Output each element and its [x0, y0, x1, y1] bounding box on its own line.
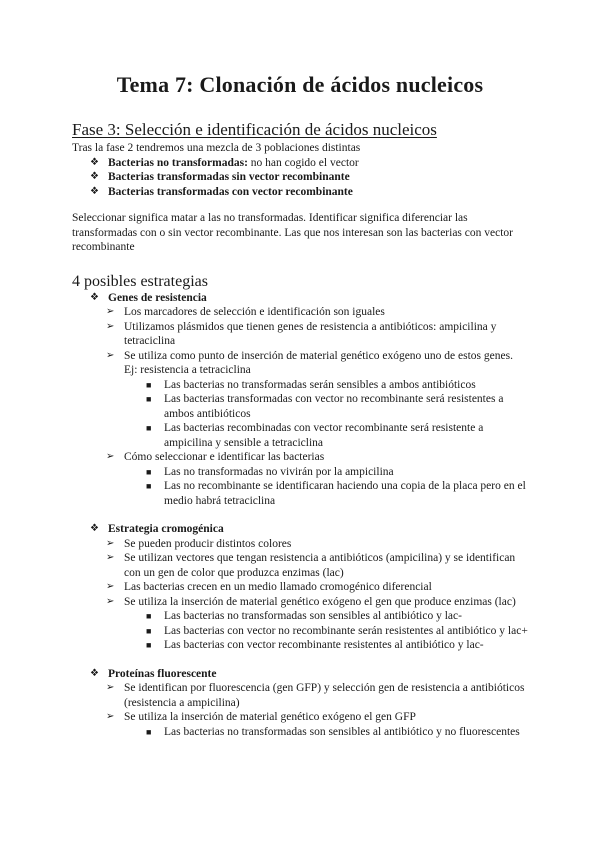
arrow-bullet-icon: ➢	[106, 552, 115, 563]
diamond-bullet-icon: ❖	[90, 171, 99, 182]
strategies-heading: 4 posibles estrategias	[72, 272, 208, 290]
sub-list-item	[144, 638, 528, 653]
population-item: ❖ Bacterias no transformadas: no han cogido el vector	[90, 156, 359, 169]
strategies-container	[72, 291, 528, 740]
strategy-title-item	[72, 291, 528, 306]
list-item-text: Se identifican por fluorescencia (gen GFP) y selección gen de resistencia a antibióticos (resistencia a ampicilina)	[124, 682, 525, 709]
strategy-title: Estrategia cromogénica	[108, 523, 224, 535]
list-item	[106, 349, 528, 451]
square-bullet-icon: ■	[146, 423, 152, 433]
diamond-bullet-icon: ❖	[90, 185, 99, 197]
phase-paragraph: Seleccionar significa matar a las no transformadas. Identificar significa diferenciar las transformadas con o sin vector recombinante. Las que nos interesan son las bacterias con vector recombinante	[72, 212, 513, 253]
sub-list-item-text: Las bacterias con vector recombinante resistentes al antibiótico y lac-	[164, 639, 484, 651]
square-bullet-icon: ■	[146, 640, 152, 650]
square-bullet-icon: ■	[146, 611, 152, 621]
diamond-bullet-icon: ❖	[90, 291, 99, 303]
list-item	[106, 537, 528, 552]
sub-list-item-text: Las bacterias no transformadas son sensibles al antibiótico y lac-	[164, 610, 462, 622]
strategy-section	[72, 522, 528, 653]
arrow-bullet-icon: ➢	[106, 320, 115, 332]
sub-list-item	[144, 392, 528, 421]
list-item	[106, 681, 528, 710]
population-item: ❖ Bacterias transformadas sin vector recombinante	[90, 171, 350, 183]
strategy-title-item	[72, 522, 528, 537]
sub-list-item-text: Las bacterias no transformadas serán sensibles a ambos antibióticos	[164, 378, 476, 391]
arrow-bullet-icon: ➢	[106, 349, 115, 361]
population-item: ❖ Bacterias transformadas con vector recombinante	[90, 185, 353, 198]
diamond-bullet-icon: ❖	[90, 667, 99, 679]
sub-list-item-text: Las bacterias recombinadas con vector recombinante será resistente a ampicilina y sensible a tetraciclina	[164, 422, 484, 449]
list-item	[106, 551, 528, 580]
list-item-text: Cómo seleccionar e identificar las bacterias	[124, 451, 325, 463]
square-bullet-icon: ■	[146, 726, 152, 737]
sub-list-item	[144, 624, 528, 639]
list-item-text: Las bacterias crecen en un medio llamado cromogénico diferencial	[124, 581, 432, 593]
arrow-bullet-icon: ➢	[106, 451, 115, 462]
list-item-text: Utilizamos plásmidos que tienen genes de resistencia a antibióticos: ampicilina y tetraciclina	[124, 320, 497, 347]
list-item-text: Se pueden producir distintos colores	[124, 537, 292, 550]
phase-intro: Tras la fase 2 tendremos una mezcla de 3 poblaciones distintas	[72, 142, 361, 154]
list-item-text: Se utilizan vectores que tengan resistencia a antibióticos (ampicilina) y se identifican con un gen de color que produzca enzimas (lac)	[124, 552, 516, 579]
strategy-section	[72, 291, 528, 509]
sub-list-item-text: Las no transformadas no vivirán por la ampicilina	[164, 465, 394, 478]
sub-list-item	[144, 609, 528, 624]
arrow-bullet-icon: ➢	[106, 682, 115, 693]
diamond-bullet-icon: ❖	[90, 523, 99, 534]
sub-list-item	[144, 465, 528, 480]
sub-list-item-text: Las bacterias no transformadas son sensibles al antibiótico y no fluorescentes	[164, 725, 520, 738]
list-item	[106, 595, 528, 653]
phase-heading: Fase 3: Selección e identificación de ácidos nucleicos	[72, 120, 437, 139]
sub-list-item	[144, 479, 528, 508]
list-item-text: Se utiliza como punto de inserción de material genético exógeno uno de estos genes. Ej: resistencia a tetraciclina	[124, 349, 513, 376]
square-bullet-icon: ■	[146, 466, 152, 477]
sub-list-item	[144, 378, 528, 393]
arrow-bullet-icon: ➢	[106, 711, 115, 722]
square-bullet-icon: ■	[146, 625, 152, 636]
arrow-bullet-icon: ➢	[106, 306, 115, 317]
list-item	[106, 305, 528, 320]
diamond-bullet-icon: ❖	[90, 156, 99, 168]
list-item-text: Se utiliza la inserción de material genético exógeno el gen GFP	[124, 711, 416, 723]
sub-list-item-text: Las bacterias con vector no recombinante serán resistentes al antibiótico y lac+	[164, 624, 528, 637]
square-bullet-icon: ■	[146, 481, 152, 491]
strategy-title: Genes de resistencia	[108, 291, 207, 304]
list-item	[106, 450, 528, 508]
square-bullet-icon: ■	[146, 379, 152, 390]
arrow-bullet-icon: ➢	[106, 537, 115, 549]
strategy-section	[72, 667, 528, 740]
list-item-text: Se utiliza la inserción de material genético exógeno el gen que produce enzimas (lac)	[124, 595, 516, 608]
sub-list-item-text: Las bacterias transformadas con vector no recombinante será resistentes a ambos antibióticos	[164, 393, 504, 420]
list-item	[106, 710, 528, 739]
strategy-title: Proteínas fluorescente	[108, 667, 217, 680]
population-list	[72, 156, 528, 200]
list-item	[106, 580, 528, 595]
list-item	[106, 320, 528, 349]
square-bullet-icon: ■	[146, 394, 152, 404]
list-item-text: Los marcadores de selección e identificación son iguales	[124, 306, 385, 318]
page-title: Tema 7: Clonación de ácidos nucleicos	[116, 72, 484, 97]
arrow-bullet-icon: ➢	[106, 595, 115, 607]
sub-list-item-text: Las no recombinante se identificaran haciendo una copia de la placa pero en el medio habrá tetraciclina	[164, 480, 526, 507]
arrow-bullet-icon: ➢	[106, 581, 115, 592]
sub-list-item	[144, 421, 528, 450]
sub-list-item	[144, 725, 528, 740]
strategy-title-item	[72, 667, 528, 682]
